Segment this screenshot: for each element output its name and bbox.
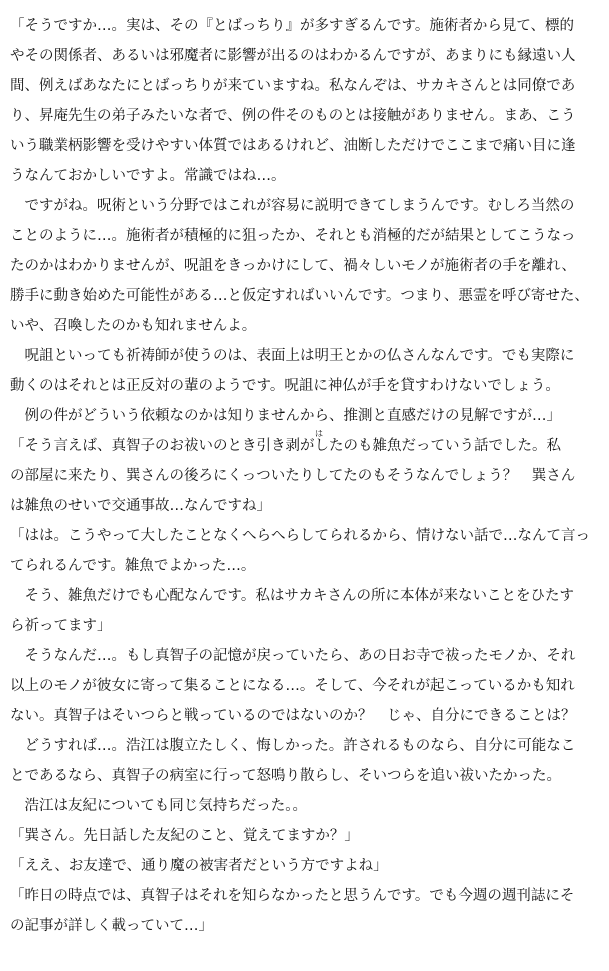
text-line: 以上のモノが彼女に寄って集ることになる…。そして、今それが起こっているかも知れ [10,678,575,694]
text-line: 「昨日の時点では、真智子はそれを知らなかったと思うんです。でも今週の週刊誌にそ [10,888,575,904]
text-line: 浩江は友紀についても同じ気持ちだった。。 [10,798,307,814]
text-line: 「そう言えば、真智子のお祓いのとき引き剥がしたのも雑魚だっていう話でした。私 [10,438,561,454]
text-line: ない。真智子はそいつらと戦っているのではないのか？ じゃ、自分にできることは？ [10,708,576,724]
ruby-annotation: は [315,429,323,438]
text-line: たのかはわかりませんが、呪詛をきっかけにして、禍々しいモノが施術者の手を離れ、 [10,258,576,274]
text-line: は雑魚のせいで交通事故…なんですね」 [10,498,271,514]
text-line: いや、召喚したのかも知れませんよ。 [10,318,257,334]
text-line: どうすれば…。浩江は腹立たしく、悔しかった。許されるものなら、自分に可能なこ [10,738,576,754]
text-line: 動くのはそれとは正反対の輩のようです。呪詛に神仏が手を貸すわけないでしょう。 [10,378,560,394]
text-line: やその関係者、あるいは邪魔者に影響が出るのはわかるんですが、あまりにも縁遠い人 [10,48,576,64]
text-line: 勝手に動き始めた可能性がある…と仮定すればいいんです。つまり、悪霊を呼び寄せた、 [10,288,589,304]
text-line: の記事が詳しく載っていて…」 [10,918,213,934]
novel-page [10,10,599,961]
text-line: 呪詛といっても祈祷師が使うのは、表面上は明王とかの仏さんなんです。でも実際に [10,348,575,364]
text-line: 例の件がどういう依頼なのかは知りませんから、推測と直感だけの見解ですが…」 [10,408,561,424]
text-line: うなんておかしいですよ。常識ではね…。 [10,168,286,184]
text-line: 「はは。こうやって大したことなくへらへらしてられるから、情けない話で…なんて言っ [10,528,590,544]
text-line: ことのように…。施術者が積極的に狙ったか、それとも消極的だが結果としてこうなっ [10,228,576,244]
text-line: の部屋に来たり、巽さんの後ろにくっついたりしてたのもそうなんでしょう？ 巽さん [10,468,576,484]
text-line: とであるなら、真智子の病室に行って怒鳴り散らし、そいつらを追い祓いたかった。 [10,768,561,784]
text-line: 間、例えばあなたにとばっちりが来ていますね。私なんぞは、サカキさんとは同僚であ [10,78,576,94]
text-line: り、昇庵先生の弟子みたいな者で、例の件そのものとは接触がありません。まあ、こう [10,108,576,124]
text-line: いう職業柄影響を受けやすい体質ではあるけれど、油断しただけでここまで痛い目に逢 [10,138,576,154]
text-line: 「ええ、お友達で、通り魔の被害者だという方ですよね」 [10,858,388,874]
text-line: そう、雑魚だけでも心配なんです。私はサカキさんの所に本体が来ないことをひたす [10,588,575,604]
text-line: 「そうですか…。実は、その『とばっちり』が多すぎるんです。施術者から見て、標的 [10,18,575,34]
text-line: ですがね。呪術という分野ではこれが容易に説明できてしまうんです。むしろ当然の [10,198,575,214]
text-line: 「巽さん。先日話した友紀のこと、覚えてますか？」 [10,828,359,844]
text-line: ら祈ってます」 [10,618,112,634]
text-line: てられるんです。雑魚でよかった…。 [10,558,256,574]
text-line: そうなんだ…。もし真智子の記憶が戻っていたら、あの日お寺で祓ったモノか、それ [10,648,576,664]
